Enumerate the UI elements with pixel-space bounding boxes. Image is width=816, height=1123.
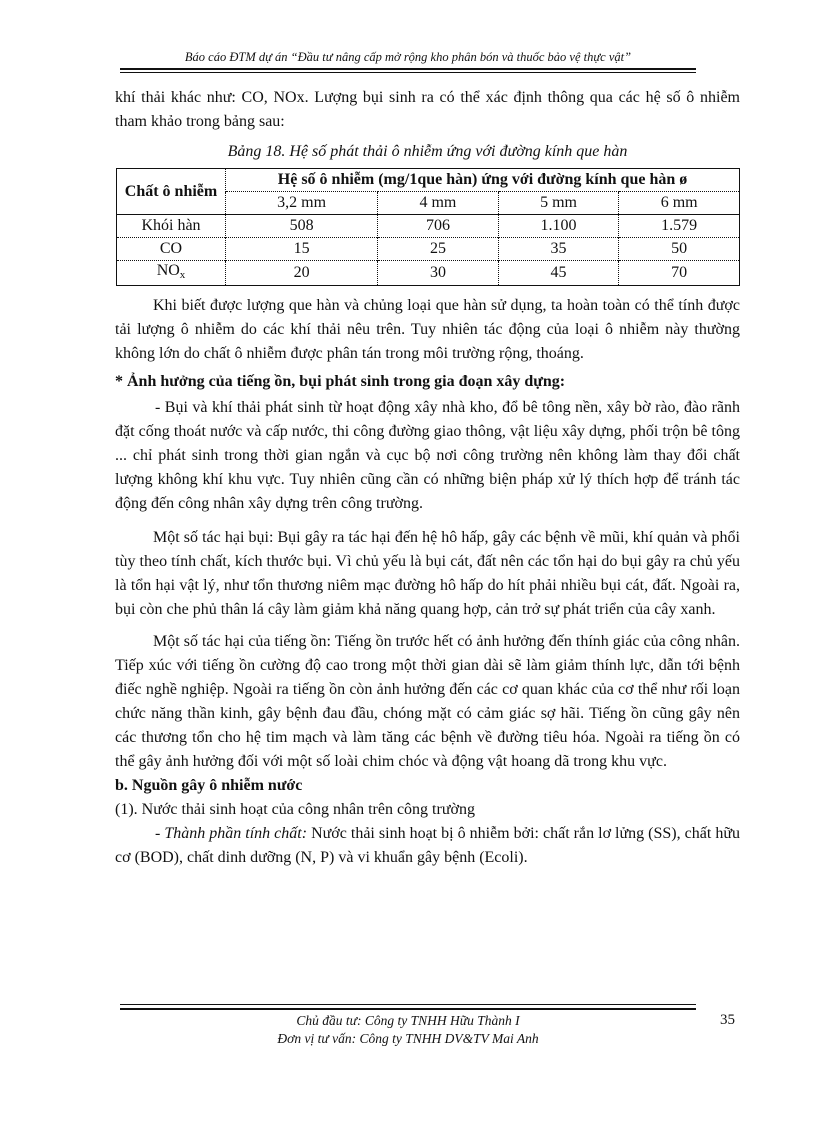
table-cell: 50 — [619, 238, 740, 261]
table-row — [117, 261, 740, 286]
table-cell: 1.100 — [498, 215, 619, 238]
table-cell: 1.579 — [619, 215, 740, 238]
header-rule — [120, 68, 696, 70]
size-header: 4 mm — [378, 192, 499, 215]
intro-paragraph: khí thải khác như: CO, NOx. Lượng bụi sinh ra có thể xác định thông qua các hệ số ô nhiễm tham khảo trong bảng sau: — [115, 89, 740, 130]
page-body — [115, 86, 740, 870]
table-cell: 20 — [226, 261, 378, 286]
subheading-domestic-wastewater: (1). Nước thải sinh hoạt của công nhân trên công trường — [115, 801, 475, 818]
paragraph-wastewater-composition — [115, 822, 740, 870]
pollutant-header: Chất ô nhiễm — [124, 182, 218, 200]
emission-group-header: Hệ số ô nhiễm (mg/1que hàn) ứng với đường kính que hàn ø — [226, 169, 740, 192]
paragraph-dust-harm: Một số tác hại bụi: Bụi gây ra tác hại đến hệ hô hấp, gây các bệnh về mũi, khí quản và phổi tùy theo tính chất, kích thước bụi. Vì chủ yếu là bụi cát, đất nên các tổn hại do bụi gây ra chủ yếu là tổn hại vật lý, như tổn thương niêm mạc đường hô hấp do hít phải nhiều bụi cát, đất. Ngoài ra, bụi còn che phủ thân lá cây làm giảm khả năng quang hợp, cản trở sự phát triển của cây xanh. — [115, 529, 740, 618]
table-cell: 30 — [378, 261, 499, 286]
composition-text: Nước thải sinh hoạt bị ô nhiễm bởi: chất rắn lơ lửng (SS), chất hữu cơ (BOD), chất dinh dưỡng (N, P) và vi khuẩn gây bệnh (Ecoli). — [115, 825, 740, 866]
heading-water-pollution: b. Nguồn gây ô nhiễm nước — [115, 777, 303, 794]
footer-rule — [120, 1008, 696, 1010]
table-caption: Bảng 18. Hệ số phát thải ô nhiễm ứng với đường kính que hàn — [227, 143, 628, 160]
pollutant-name: CO — [117, 238, 226, 261]
table-row — [117, 238, 740, 261]
size-header: 6 mm — [619, 192, 740, 215]
footer-rule-thin — [120, 1004, 696, 1005]
page-number: 35 — [720, 1012, 735, 1028]
size-header: 3,2 mm — [226, 192, 378, 215]
footer-owner: Chủ đầu tư: Công ty TNHH Hữu Thành I — [296, 1013, 520, 1028]
table-cell: 15 — [226, 238, 378, 261]
table-cell: 70 — [619, 261, 740, 286]
table-row — [117, 215, 740, 238]
size-header: 5 mm — [498, 192, 619, 215]
emission-factor-table — [116, 168, 740, 286]
paragraph-load-estimate: Khi biết được lượng que hàn và chủng loại que hàn sử dụng, ta hoàn toàn có thể tính được tải lượng ô nhiễm do các khí thải nêu trên. Tuy nhiên tác động của loại ô nhiễm này thường không lớn do chất ô nhiễm được phân tán trong môi trường rộng, thoáng. — [115, 297, 740, 362]
pollutant-name: $NO_x$ — [117, 261, 226, 286]
table-cell: 508 — [226, 215, 378, 238]
paragraph-noise-harm: Một số tác hại của tiếng ồn: Tiếng ồn trước hết có ảnh hưởng đến thính giác của công nhân. Tiếp xúc với tiếng ồn cường độ cao trong một thời gian dài sẽ làm giảm thính lực, dẫn tới bệnh điếc nghề nghiệp. Ngoài ra tiếng ồn còn ảnh hưởng đến các cơ quan khác của cơ thể như rối loạn chức năng thần kinh, gây bệnh đau đầu, chóng mặt có cảm giác sợ hãi. Tiếng ồn cũng gây nên các thương tổn cho hệ tim mạch và làm tăng các bệnh về đường tiêu hóa. Ngoài ra tiếng ồn có thể gây ảnh hưởng đối với một số loài chim chóc và động vật hoang dã trong khu vực. — [115, 633, 740, 770]
header-rule-thin — [120, 72, 696, 73]
composition-lead: - Thành phần tính chất: — [155, 825, 308, 842]
table-cell: 45 — [498, 261, 619, 286]
pollutant-name: Khói hàn — [117, 215, 226, 238]
paragraph-dust-sources: - Bụi và khí thải phát sinh từ hoạt động xây nhà kho, đổ bê tông nền, xây bờ rào, đào rãnh đặt cống thoát nước và cấp nước, thi công đường giao thông, vật liệu xây dựng, phối trộn bê tông ... chỉ phát sinh trong thời gian ngắn và cục bộ nơi công trường nên không làm thay đổi chất lượng không khí khu vực. Tuy nhiên cũng cần có những biện pháp xử lý thích hợp để tránh tác động đến công nhân xây dựng trên công trường. — [115, 399, 740, 512]
footer-consultant: Đơn vị tư vấn: Công ty TNHH DV&TV Mai Anh — [277, 1031, 539, 1046]
table-cell: 706 — [378, 215, 499, 238]
page-header: Báo cáo ĐTM dự án “Đầu tư nâng cấp mở rộng kho phân bón và thuốc bảo vệ thực vật” — [184, 50, 632, 64]
page-footer — [120, 1012, 696, 1048]
table-cell: 35 — [498, 238, 619, 261]
heading-noise-dust: * Ảnh hưởng của tiếng ồn, bụi phát sinh trong gia đoạn xây dựng: — [115, 373, 566, 390]
table-cell: 25 — [378, 238, 499, 261]
